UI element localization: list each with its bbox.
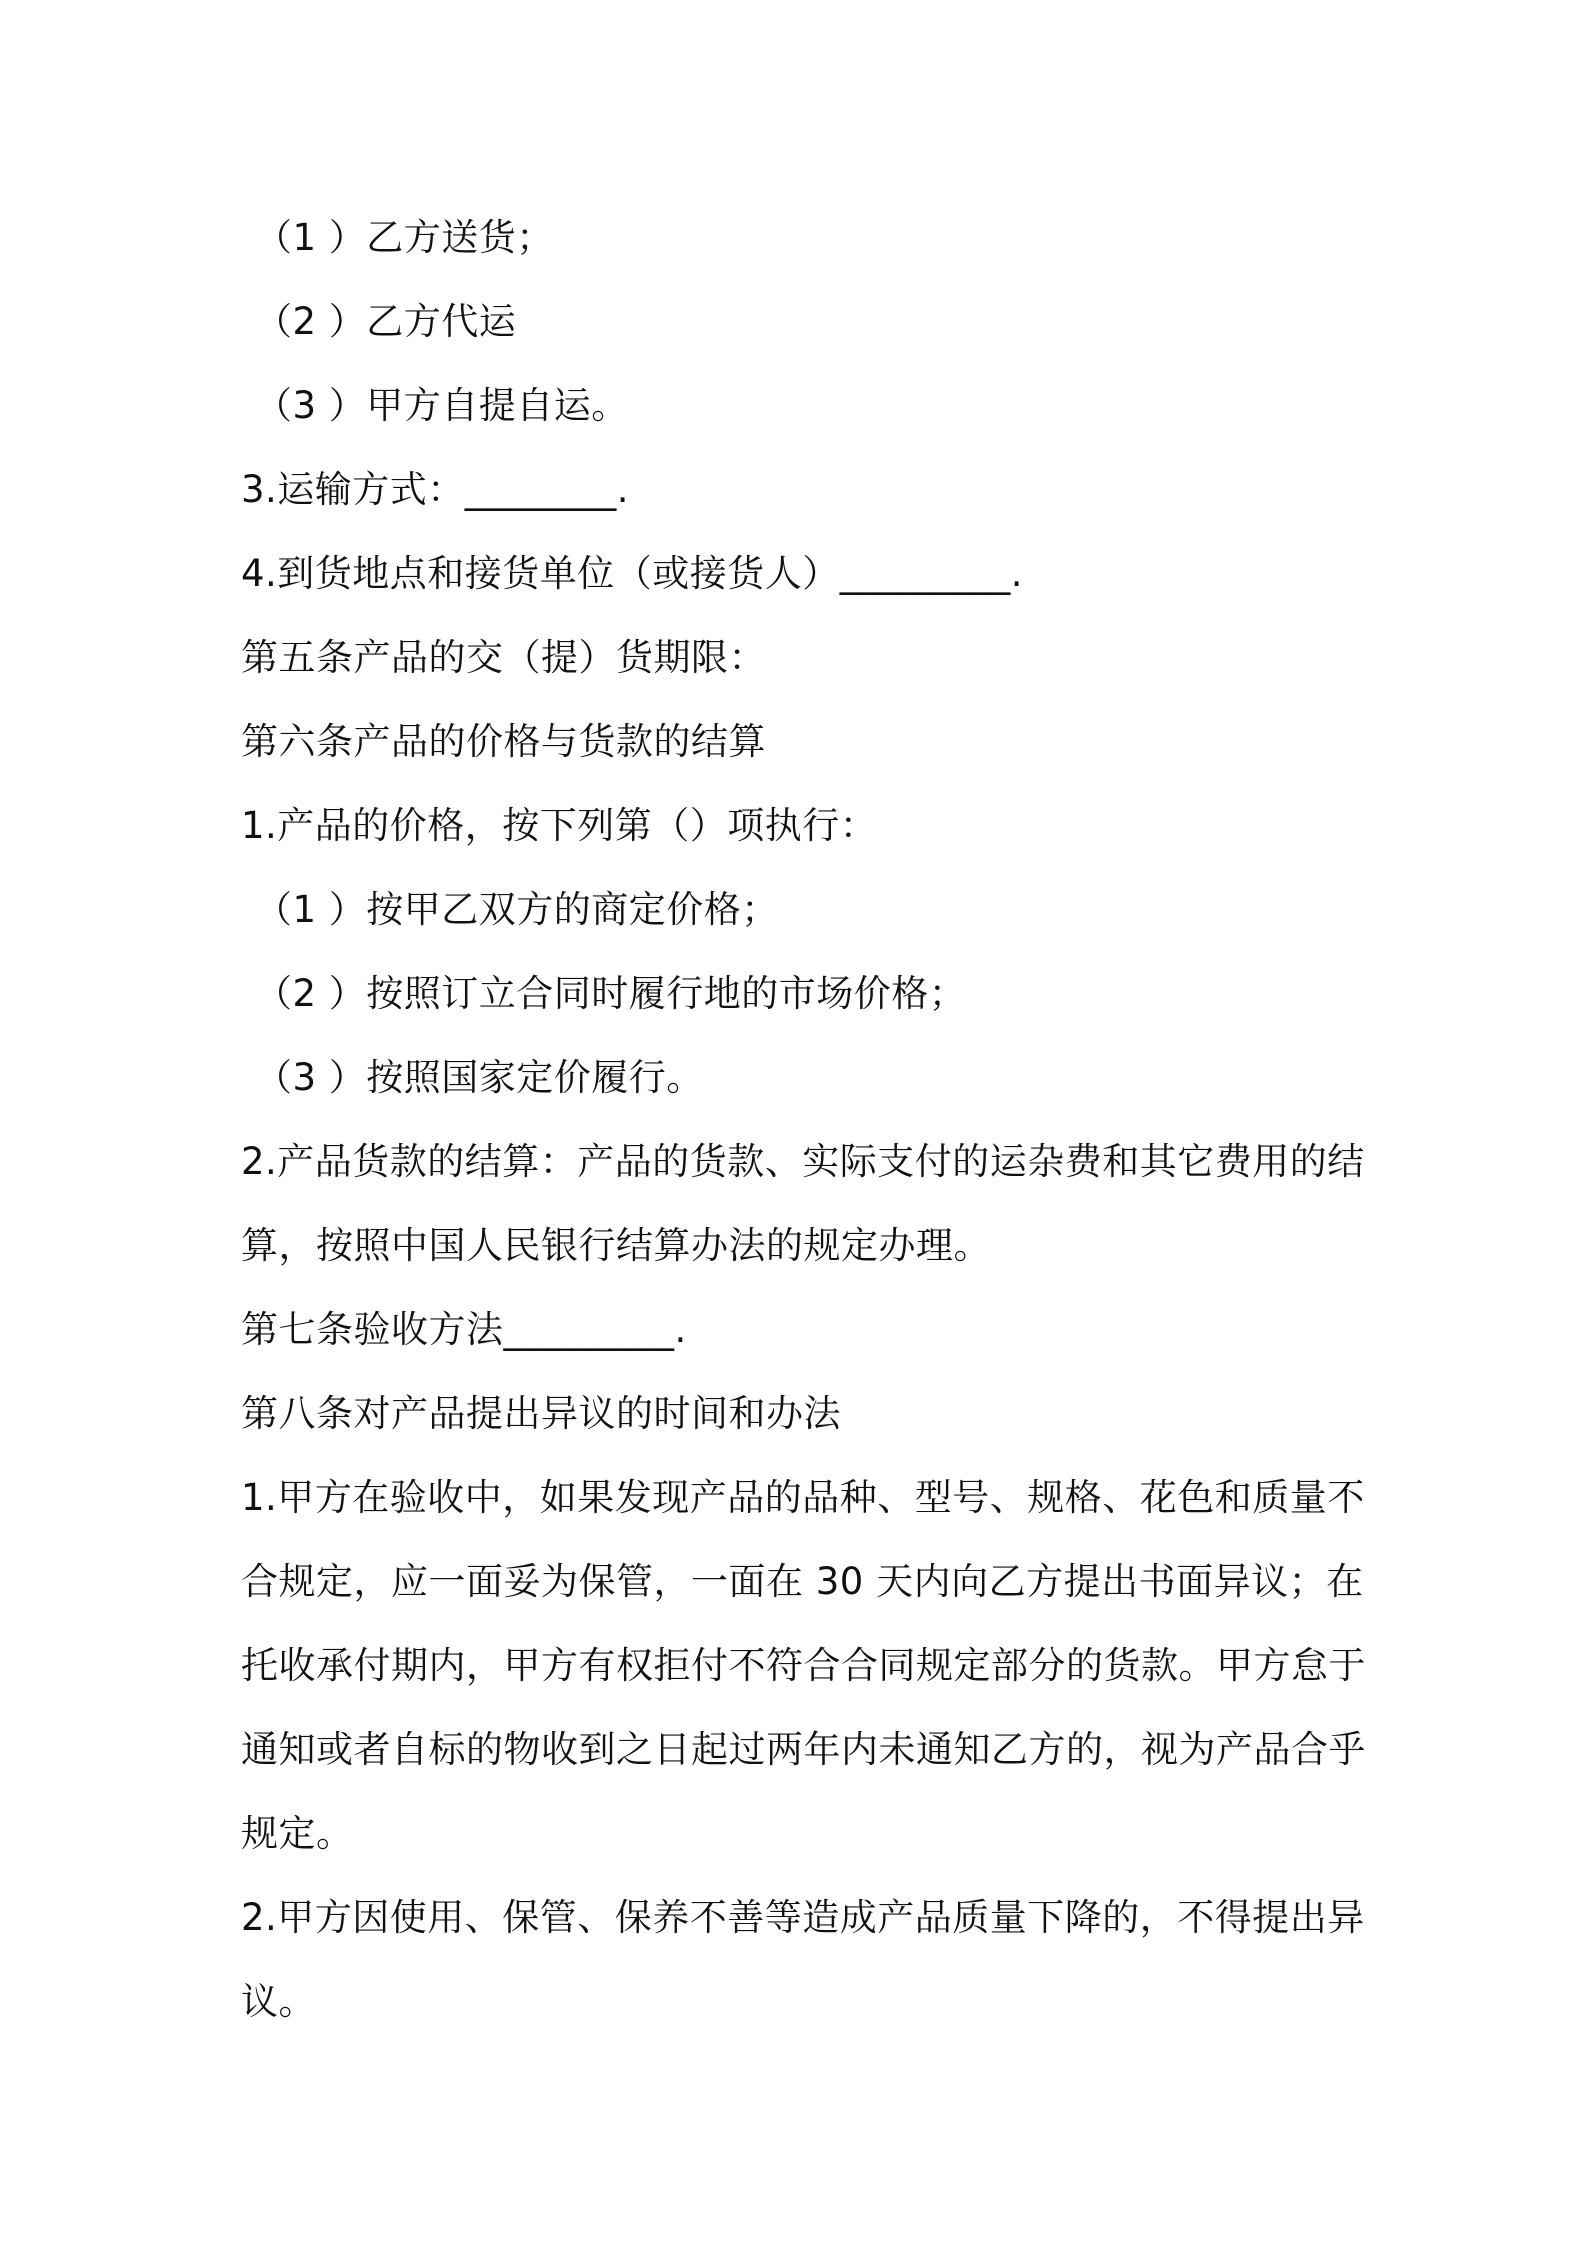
article-5-heading: 第五条产品的交（提）货期限：: [241, 636, 766, 679]
text-line-objection-1e: 规定。: [241, 1812, 354, 1855]
text-line-delivery-option-2: （2 ）乙方代运: [255, 300, 517, 343]
text-line-objection-1c: 托收承付期内，甲方有权拒付不符合合同规定部分的货款。甲方怠于: [241, 1644, 1366, 1687]
text-line-delivery-option-3: （3 ）甲方自提自运。: [255, 384, 629, 427]
text-line-objection-2b: 议。: [241, 1980, 316, 2023]
text-line-price-clause: 1.产品的价格，按下列第（）项执行：: [241, 804, 878, 847]
text-line-price-option-2: （2 ）按照订立合同时履行地的市场价格；: [255, 972, 967, 1015]
document-body: [241, 196, 1366, 2044]
text-line-objection-2a: 2.甲方因使用、保管、保养不善等造成产品质量下降的，不得提出异: [241, 1896, 1365, 1939]
text-line-price-option-3: （3 ）按照国家定价履行。: [255, 1056, 704, 1099]
text-line-delivery-option-1: （1 ）乙方送货；: [255, 216, 554, 259]
text-line-transport-method: 3.运输方式：________.: [241, 468, 630, 511]
article-6-heading: 第六条产品的价格与货款的结算: [241, 720, 766, 763]
article-7-heading: 第七条验收方法_________.: [241, 1308, 687, 1351]
text-line-settlement-1: 2.产品货款的结算：产品的货款、实际支付的运杂费和其它费用的结: [241, 1140, 1365, 1183]
text-line-objection-1b: 合规定，应一面妥为保管，一面在 30 天内向乙方提出书面异议；在: [241, 1560, 1364, 1603]
text-line-settlement-2: 算，按照中国人民银行结算办法的规定办理。: [241, 1224, 991, 1267]
text-line-price-option-1: （1 ）按甲乙双方的商定价格；: [255, 888, 779, 931]
text-line-arrival-location: 4.到货地点和接货单位（或接货人）_________.: [241, 552, 1024, 595]
text-line-objection-1a: 1.甲方在验收中，如果发现产品的品种、型号、规格、花色和质量不: [241, 1476, 1365, 1519]
text-line-objection-1d: 通知或者自标的物收到之日起过两年内未通知乙方的，视为产品合乎: [241, 1728, 1366, 1771]
article-8-heading: 第八条对产品提出异议的时间和办法: [241, 1392, 841, 1435]
